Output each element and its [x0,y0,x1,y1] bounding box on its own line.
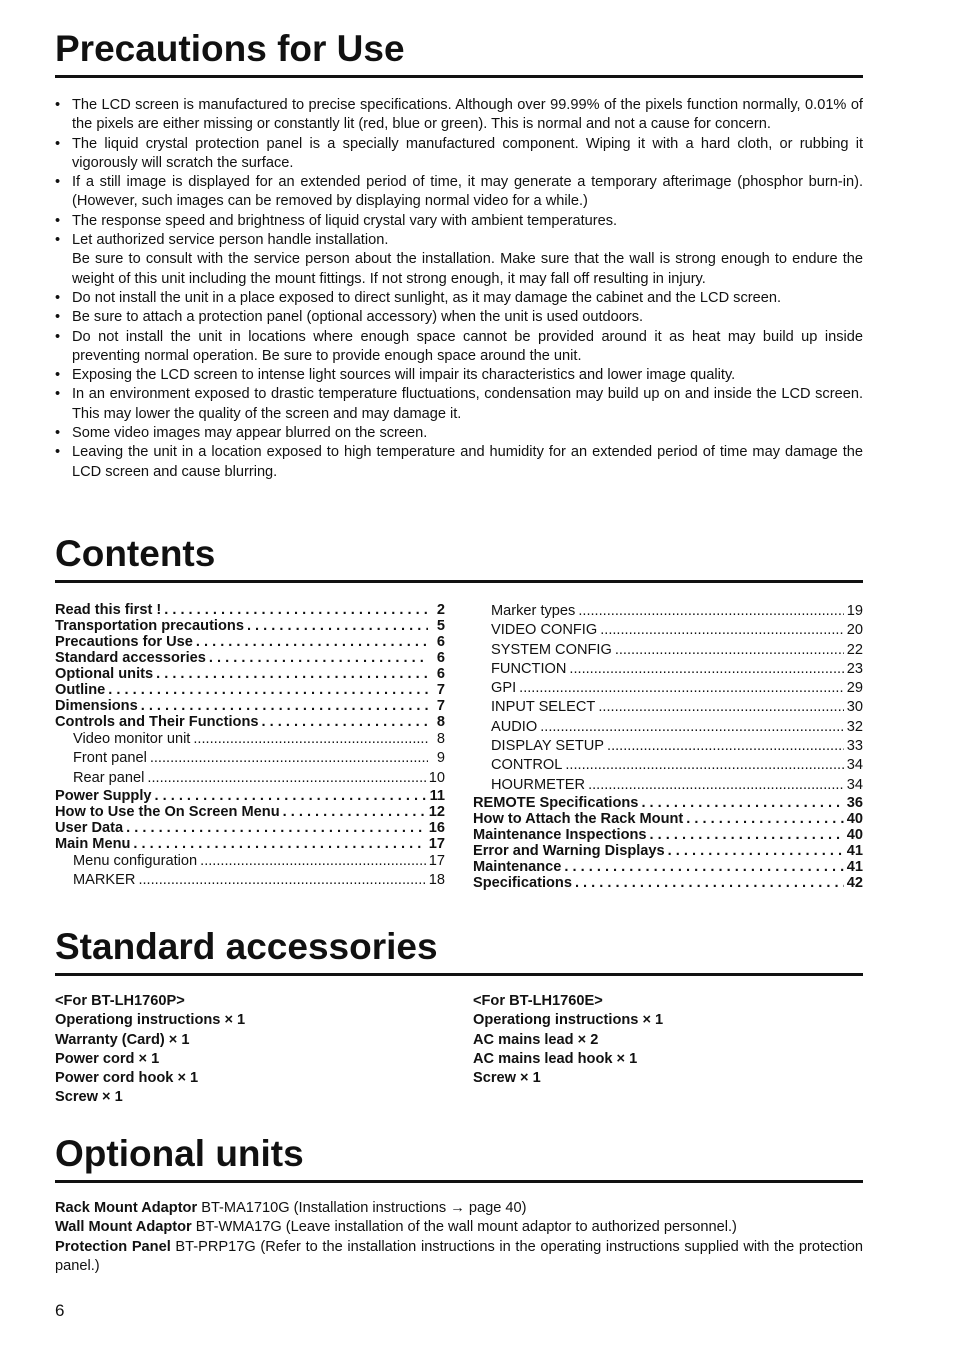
accessory-item: Operationg instructions × 1 [473,1012,664,1029]
precaution-text: If a still image is displayed for an extended period of time, it may generate a temporary afterimage (phosphor burn-in). (However, such images can be removed by displaying normal video for a while.) [72,174,863,210]
toc-entry-label: SYSTEM CONFIG [491,641,612,658]
toc-entry-page: 8 [436,714,445,730]
toc-entry-page: 41 [846,858,863,875]
optional-unit-name: Wall Mount Adaptor [55,1219,192,1236]
toc-entry[interactable] [473,811,863,827]
toc-entry-label: MARKER [73,872,136,889]
toc-leader-dots [565,756,843,775]
precaution-item [55,366,863,385]
toc-entry[interactable] [473,859,863,875]
accessory-model-heading: <For BT-LH1760E> [473,993,603,1009]
toc-entry[interactable] [55,666,445,682]
optional-unit-item [55,1238,863,1277]
toc-leader-dots [519,679,844,698]
toc-entry[interactable] [473,718,863,737]
toc-leader-dots [615,641,844,660]
toc-entry-label: FUNCTION [491,660,567,677]
toc-entry-page: 33 [846,738,863,755]
toc-entry[interactable] [473,795,863,811]
accessory-item: Power cord × 1 [55,1050,160,1067]
toc-entry-page: 40 [846,810,863,827]
toc-leader-dots [133,836,425,852]
toc-entry-page: 11 [429,787,445,804]
toc-entry-page: 42 [846,874,863,891]
precaution-item [55,96,863,135]
toc-entry[interactable] [55,836,445,852]
toc-entry-page: 30 [846,699,863,716]
accessory-item: Screw × 1 [55,1089,123,1106]
toc-entry[interactable] [55,788,445,804]
precaution-item [55,289,863,308]
toc-entry-label: How to Use the On Screen Menu [55,803,280,820]
toc-leader-dots [147,769,425,788]
toc-leader-dots [641,795,843,811]
toc-entry-label: GPI [491,680,517,697]
toc-leader-dots [668,843,844,859]
toc-entry-label: INPUT SELECT [491,699,596,716]
toc-entry-label: Rear panel [73,769,145,786]
toc-entry[interactable] [473,602,863,621]
precaution-item [55,135,863,174]
optional-unit-description: BT-WMA17G (Leave installation of the wall mount adaptor to authorized personnel.) [191,1219,737,1236]
toc-entry[interactable] [473,679,863,698]
toc-entry-page: 6 [436,650,445,666]
precaution-text: Do not install the unit in a place exposed to direct sunlight, as it may damage the cabinet and the LCD screen. [72,289,782,306]
toc-entry-page: 20 [846,622,863,639]
toc-leader-dots [155,788,427,804]
precaution-text: The response speed and brightness of liquid crystal vary with ambient temperatures. [72,212,618,229]
toc-entry-page: 29 [846,680,863,697]
toc-leader-dots [600,621,844,640]
toc-entry-label: Dimensions [55,698,138,714]
toc-leader-dots [283,804,426,820]
toc-leader-dots [588,776,844,795]
toc-leader-dots [686,811,844,827]
toc-entry[interactable] [55,698,445,714]
toc-entry[interactable] [473,660,863,679]
precaution-text: Let authorized service person handle installation. [72,232,389,249]
toc-entry-label: How to Attach the Rack Mount [473,810,684,827]
toc-entry-label: AUDIO [491,718,538,735]
toc-entry-page: 23 [846,660,863,677]
toc-entry[interactable] [473,827,863,843]
precautions-heading: Precautions for Use [55,28,863,78]
precaution-text: In an environment exposed to drastic temperature fluctuations, condensation may build up on and inside the LCD screen. This may lower the quality of the screen and may damage it. [72,386,863,422]
toc-entry-label: Specifications [473,874,572,891]
toc-leader-dots [607,737,844,756]
toc-leader-dots [578,602,843,621]
accessory-item: Warranty (Card) × 1 [55,1031,190,1048]
toc-leader-dots [262,714,428,730]
toc-right-column [473,602,863,891]
toc-entry-page: 6 [436,666,445,682]
accessory-item: Operationg instructions × 1 [55,1012,246,1029]
toc-leader-dots [598,698,843,717]
toc-entry[interactable] [55,871,445,890]
toc-entry-label: Maintenance [473,858,562,875]
toc-entry[interactable] [55,714,445,730]
accessory-item: Power cord hook × 1 [55,1070,199,1087]
precaution-item [55,308,863,327]
toc-entry-page: 12 [428,803,445,820]
toc-entry-page: 7 [436,698,445,714]
contents-heading: Contents [55,533,863,583]
toc-leader-dots [193,730,428,749]
toc-leader-dots [164,602,428,618]
accessories-e-model-list [473,992,663,1088]
precaution-text: Be sure to attach a protection panel (optional accessory) when the unit is used outdoors. [72,309,644,326]
toc-entry[interactable] [55,852,445,871]
toc-leader-dots [569,660,843,679]
optional-units-list [55,1199,863,1276]
optional-unit-name: Protection Panel [55,1238,171,1255]
toc-leader-dots [141,698,428,714]
toc-entry[interactable] [473,776,863,795]
toc-leader-dots [150,749,428,768]
toc-entry[interactable] [55,602,445,618]
toc-leader-dots [540,718,844,737]
toc-entry-page: 8 [436,731,445,747]
precaution-text: Exposing the LCD screen to intense light sources will impair its characteristics and lower image quality. [72,367,736,384]
toc-entry[interactable] [55,820,445,836]
toc-leader-dots [108,682,428,698]
toc-entry-label: Precautions for Use [55,634,193,650]
toc-entry-label: Menu configuration [73,852,198,869]
toc-leader-dots [200,852,426,871]
optional-units-heading: Optional units [55,1133,863,1183]
accessories-lists [55,992,863,1112]
toc-leader-dots [564,859,843,875]
toc-entry[interactable] [55,749,445,768]
toc-entry[interactable] [55,804,445,820]
toc-entry-page: 6 [436,634,445,650]
toc-leader-dots [138,871,425,890]
toc-entry-label: Optional units [55,666,154,682]
toc-entry-label: Front panel [73,750,147,767]
accessories-heading: Standard accessories [55,926,863,976]
toc-entry-page: 17 [428,835,445,852]
precaution-item [55,212,863,231]
precaution-item [55,443,863,482]
toc-entry[interactable] [473,641,863,660]
toc-entry-label: Standard accessories [55,650,206,666]
toc-entry[interactable] [55,730,445,749]
toc-entry[interactable] [55,650,445,666]
toc-entry-page: 17 [428,852,445,869]
optional-unit-item [55,1218,863,1237]
toc-entry-label: HOURMETER [491,776,586,793]
toc-entry-page: 10 [428,769,445,786]
toc-entry-page: 22 [846,641,863,658]
toc-entry[interactable] [473,737,863,756]
accessories-p-model-list [55,992,245,1108]
toc-entry-label: User Data [55,819,124,836]
optional-unit-description: BT-PRP17G (Refer to the installation instructions in the operating instructions supplied with the protection panel.) [55,1238,863,1274]
precaution-text: The LCD screen is manufactured to precise specifications. Although over 99.99% of the pixels function normally, 0.01% of the pixels are either missing or constantly lit (red, blue or green). This is normal and not a cause for concern. [72,97,863,133]
precaution-item [55,231,863,289]
toc-entry-label: VIDEO CONFIG [491,622,598,639]
precaution-item [55,328,863,367]
toc-entry-label: Outline [55,682,106,698]
precaution-item [55,424,863,443]
toc-entry-page: 2 [436,602,445,618]
precautions-list [55,96,863,482]
toc-entry-label: Main Menu [55,835,131,852]
toc-entry-label: Power Supply [55,787,152,804]
toc-entry[interactable] [55,769,445,788]
toc-entry[interactable] [473,875,863,891]
precaution-text: The liquid crystal protection panel is a specially manufactured component. Wiping it with a hard cloth, or rubbing it vigorously will scratch the surface. [72,135,863,171]
page-number: 6 [55,1301,65,1320]
optional-units-section [55,1133,863,1276]
toc-entry-page: 40 [846,826,863,843]
toc-leader-dots [126,820,426,836]
toc-entry-label: Transportation precautions [55,618,244,634]
toc-entry-page: 32 [846,718,863,735]
toc-entry[interactable] [55,618,445,634]
toc-entry-label: Marker types [491,603,576,619]
table-of-contents [55,602,863,892]
contents-section [55,533,863,892]
optional-unit-item [55,1199,863,1218]
toc-entry[interactable] [473,698,863,717]
toc-entry-page: 5 [436,618,445,634]
precautions-section [55,28,863,482]
accessories-section [55,926,863,1112]
toc-entry-page: 34 [846,776,863,793]
precaution-detail: Be sure to consult with the service person about the installation. Make sure that the wall is strong enough to endure the weight of this unit including the mount fittings. If not strong enough, it may fall off resulting in injury. [72,251,863,287]
toc-entry-label: Error and Warning Displays [473,842,665,859]
toc-entry[interactable] [473,621,863,640]
accessory-model-heading: <For BT-LH1760P> [55,993,185,1009]
toc-left-column [55,602,445,890]
toc-entry-page: 19 [846,603,863,619]
precaution-item [55,385,863,424]
optional-unit-name: Rack Mount Adaptor [55,1200,198,1216]
precaution-item [55,173,863,212]
toc-leader-dots [156,666,428,682]
toc-entry-label: Video monitor unit [73,731,191,747]
toc-entry-label: CONTROL [491,757,563,774]
accessory-item: Screw × 1 [473,1070,541,1087]
precaution-text: Some video images may appear blurred on the screen. [72,425,428,442]
toc-entry-page: 9 [436,750,445,767]
toc-leader-dots [196,634,428,650]
toc-leader-dots [650,827,844,843]
toc-entry[interactable] [473,843,863,859]
toc-entry-label: Controls and Their Functions [55,714,259,730]
toc-entry-page: 36 [846,794,863,811]
toc-leader-dots [247,618,428,634]
accessory-item: AC mains lead × 2 [473,1031,599,1048]
toc-entry[interactable] [55,682,445,698]
toc-entry[interactable] [55,634,445,650]
precaution-text: Do not install the unit in locations where enough space cannot be provided around it as heat may build up inside preventing normal operation. Be sure to provide enough space around the unit. [72,328,863,364]
toc-entry-label: Read this first ! [55,602,162,618]
precaution-text: Leaving the unit in a location exposed to high temperature and humidity for an extended period of time may damage the LCD screen and cause blurring. [72,444,863,480]
optional-unit-description: BT-MA1710G (Installation instructions → page 40) [197,1200,527,1216]
toc-entry-page: 7 [436,682,445,698]
toc-entry-page: 41 [846,842,863,859]
toc-entry-page: 18 [428,872,445,889]
toc-leader-dots [575,875,844,891]
toc-leader-dots [209,650,428,666]
toc-entry-label: DISPLAY SETUP [491,738,605,755]
toc-entry-label: Maintenance Inspections [473,826,647,843]
toc-entry[interactable] [473,756,863,775]
accessory-item: AC mains lead hook × 1 [473,1050,638,1067]
toc-entry-page: 34 [846,757,863,774]
toc-entry-label: REMOTE Specifications [473,794,639,811]
toc-entry-page: 16 [428,819,445,836]
